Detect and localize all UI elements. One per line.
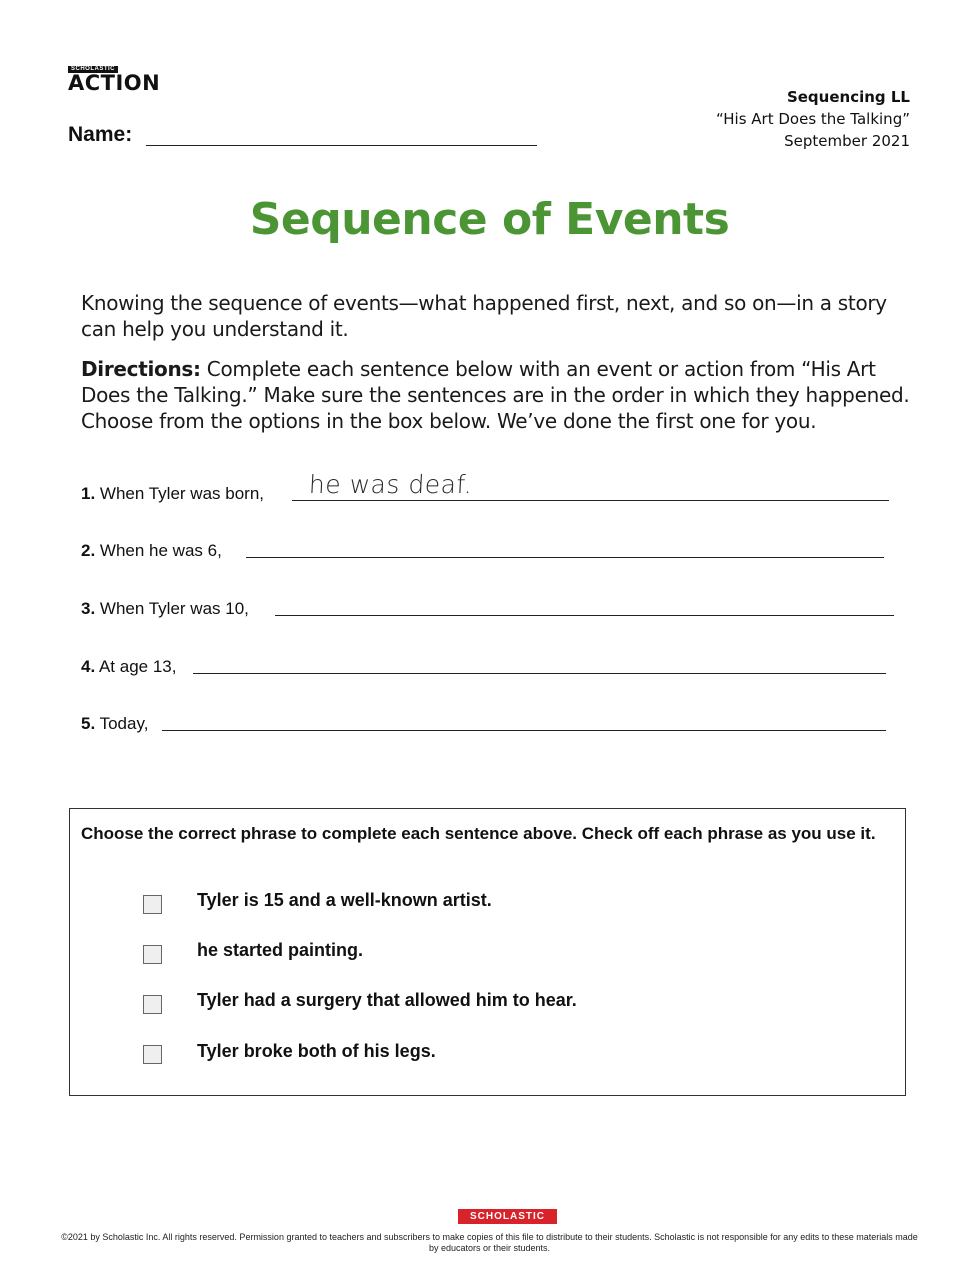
intro-paragraph: Knowing the sequence of events—what happened first, next, and so on—in a story can help you understand it. (81, 291, 887, 341)
question-4 (81, 657, 176, 677)
phrase-checkbox[interactable] (143, 995, 162, 1014)
worksheet-type: Sequencing LL (786, 88, 910, 106)
phrase-checkbox[interactable] (143, 1045, 162, 1064)
answer-line-3[interactable] (275, 615, 894, 616)
directions-label: Directions: (81, 357, 201, 381)
question-number: 1. (81, 484, 96, 503)
question-number: 3. (81, 599, 96, 618)
directions-paragraph (81, 356, 911, 434)
question-prompt: Today, (95, 714, 149, 733)
logo-brand-top: SCHOLASTIC (68, 66, 118, 73)
copyright-notice: ©2021 by Scholastic Inc. All rights reserved. Permission granted to teachers and subscribers to make copies of this file to distribute to their students. Scholastic is not responsible for any edits to these materials made by educators or their students. (61, 1232, 918, 1253)
phrase-checkbox[interactable] (143, 895, 162, 914)
question-3 (81, 599, 249, 619)
phrase-option-label: Tyler had a surgery that allowed him to hear. (197, 990, 577, 1010)
issue-date: September 2021 (784, 132, 910, 150)
article-title: “His Art Does the Talking” (715, 110, 910, 128)
phrase-box-instructions: Choose the correct phrase to complete each sentence above. Check off each phrase as you use it. (81, 824, 876, 843)
question-prompt: When Tyler was born, (95, 484, 265, 503)
question-5 (81, 714, 148, 734)
question-number: 5. (81, 714, 96, 733)
answer-line-5[interactable] (162, 730, 886, 731)
question-2 (81, 541, 222, 561)
name-label: Name: (68, 123, 133, 146)
answer-line-1[interactable] (292, 500, 889, 501)
name-field[interactable] (146, 145, 537, 146)
phrase-option-label: he started painting. (197, 940, 364, 960)
phrase-box (69, 808, 906, 1096)
handwritten-answer-1: he was deaf. (308, 470, 474, 499)
scholastic-action-logo (68, 66, 174, 95)
question-prompt: At age 13, (95, 657, 177, 676)
worksheet-header (716, 86, 910, 152)
question-number: 4. (81, 657, 96, 676)
question-1 (81, 484, 264, 504)
directions-text: Complete each sentence below with an event or action from “His Art Does the Talking.” Make sure the sentences are in the order in which they happened. Choose from the options in the box below. We’ve done the first one for you. (81, 357, 910, 433)
question-prompt: When he was 6, (95, 541, 222, 560)
logo-brand-main: ACTION (68, 71, 161, 95)
answer-line-4[interactable] (193, 673, 886, 674)
answer-line-2[interactable] (246, 557, 884, 558)
question-prompt: When Tyler was 10, (95, 599, 249, 618)
phrase-option-label: Tyler broke both of his legs. (197, 1041, 436, 1061)
page-title: Sequence of Events (249, 194, 730, 245)
question-number: 2. (81, 541, 96, 560)
phrase-option-label: Tyler is 15 and a well-known artist. (197, 890, 492, 910)
phrase-checkbox[interactable] (143, 945, 162, 964)
scholastic-footer-logo: SCHOLASTIC (458, 1209, 557, 1224)
